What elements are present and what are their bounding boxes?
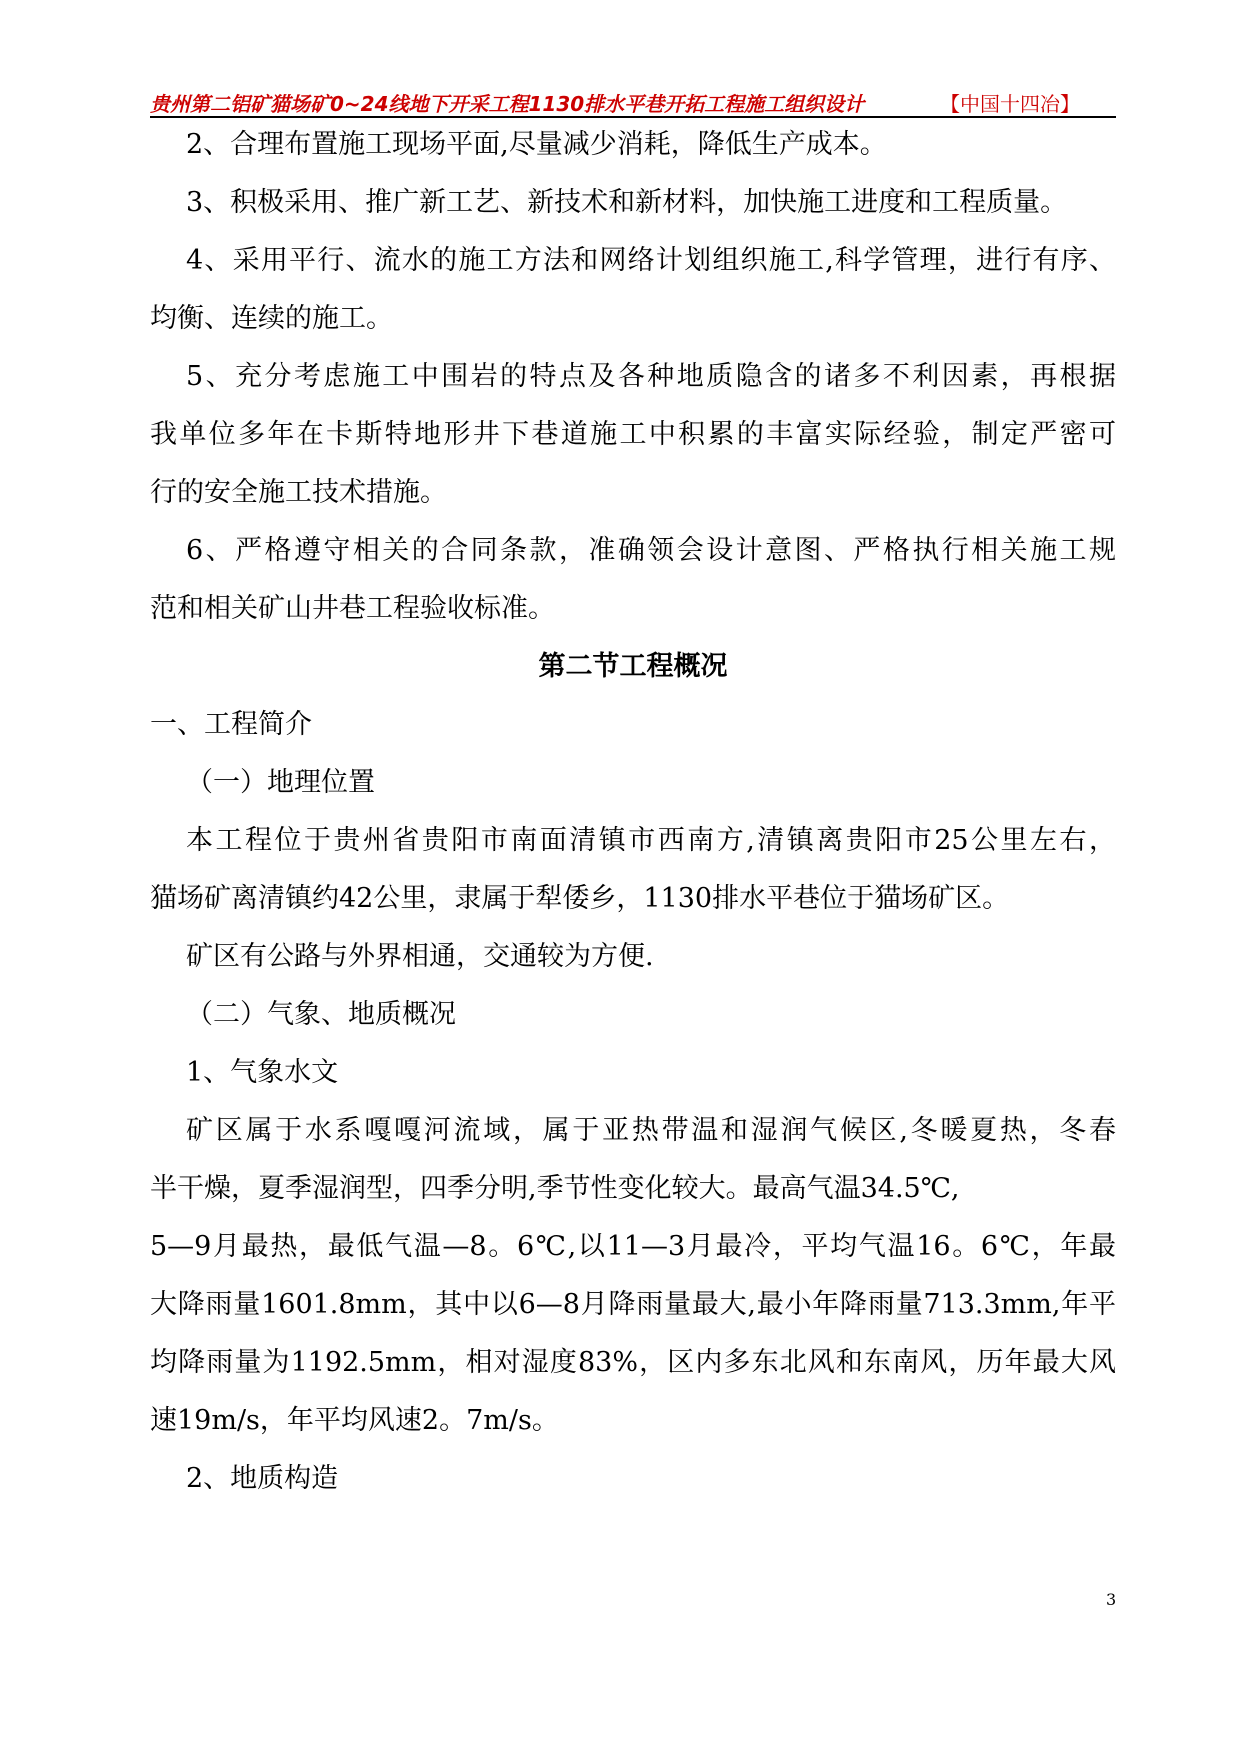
paragraph-line: 5—9月最热，最低气温—8。6℃,以11—3月最冷，平均气温16。6℃，年最 — [150, 1231, 1116, 1262]
paragraph-line: 半干燥，夏季湿润型，四季分明,季节性变化较大。最高气温34.5℃, — [150, 1173, 960, 1204]
document-body — [150, 116, 1116, 1508]
paragraph-line: 范和相关矿山井巷工程验收标准。 — [150, 593, 555, 624]
paragraph-line: 矿区有公路与外界相通，交通较为方便. — [186, 941, 654, 972]
paragraph-line: 行的安全施工技术措施。 — [150, 477, 447, 508]
section-heading: 第二节工程概况 — [538, 651, 728, 682]
subheading: 2、地质构造 — [186, 1463, 339, 1494]
paragraph-line: 猫场矿离清镇约42公里，隶属于犁倭乡，1130排水平巷位于猫场矿区。 — [150, 883, 1010, 914]
paragraph-line: 均降雨量为1192.5mm，相对湿度83%，区内多东北风和东南风，历年最大风 — [150, 1347, 1116, 1378]
paragraph-line: 5、充分考虑施工中围岩的特点及各种地质隐含的诸多不利因素，再根据 — [186, 361, 1116, 392]
paragraph-line: 均衡、连续的施工。 — [150, 303, 393, 334]
paragraph-line: 4、采用平行、流水的施工方法和网络计划组织施工,科学管理，进行有序、 — [186, 245, 1116, 276]
paragraph-line: 6、严格遵守相关的合同条款，准确领会设计意图、严格执行相关施工规 — [186, 535, 1116, 566]
page-number: 3 — [1106, 1590, 1117, 1609]
subheading: （二）气象、地质概况 — [186, 999, 456, 1030]
paragraph-line: 2、合理布置施工现场平面,尽量减少消耗，降低生产成本。 — [186, 129, 887, 160]
paragraph-line: 本工程位于贵州省贵阳市南面清镇市西南方,清镇离贵阳市25公里左右， — [186, 825, 1116, 856]
running-header — [150, 88, 1116, 118]
subheading: 1、气象水文 — [186, 1057, 339, 1088]
header-org: 【中国十四冶】 — [940, 92, 1080, 116]
paragraph-line: 3、积极采用、推广新工艺、新技术和新材料，加快施工进度和工程质量。 — [186, 187, 1068, 218]
paragraph-line: 大降雨量1601.8mm，其中以6—8月降雨量最大,最小年降雨量713.3mm,年平 — [150, 1289, 1116, 1320]
paragraph-line: 我单位多年在卡斯特地形井下巷道施工中积累的丰富实际经验，制定严密可 — [150, 419, 1116, 450]
subheading: 一、工程简介 — [150, 709, 312, 740]
paragraph-line: 矿区属于水系嘎嘎河流域，属于亚热带温和湿润气候区,冬暖夏热，冬春 — [186, 1115, 1116, 1146]
subheading: （一）地理位置 — [186, 767, 375, 798]
header-title: 贵州第二铝矿猫场矿0~24线地下开采工程1130排水平巷开拓工程施工组织设计 — [150, 92, 865, 116]
paragraph-line: 速19m/s，年平均风速2。7m/s。 — [150, 1405, 559, 1436]
